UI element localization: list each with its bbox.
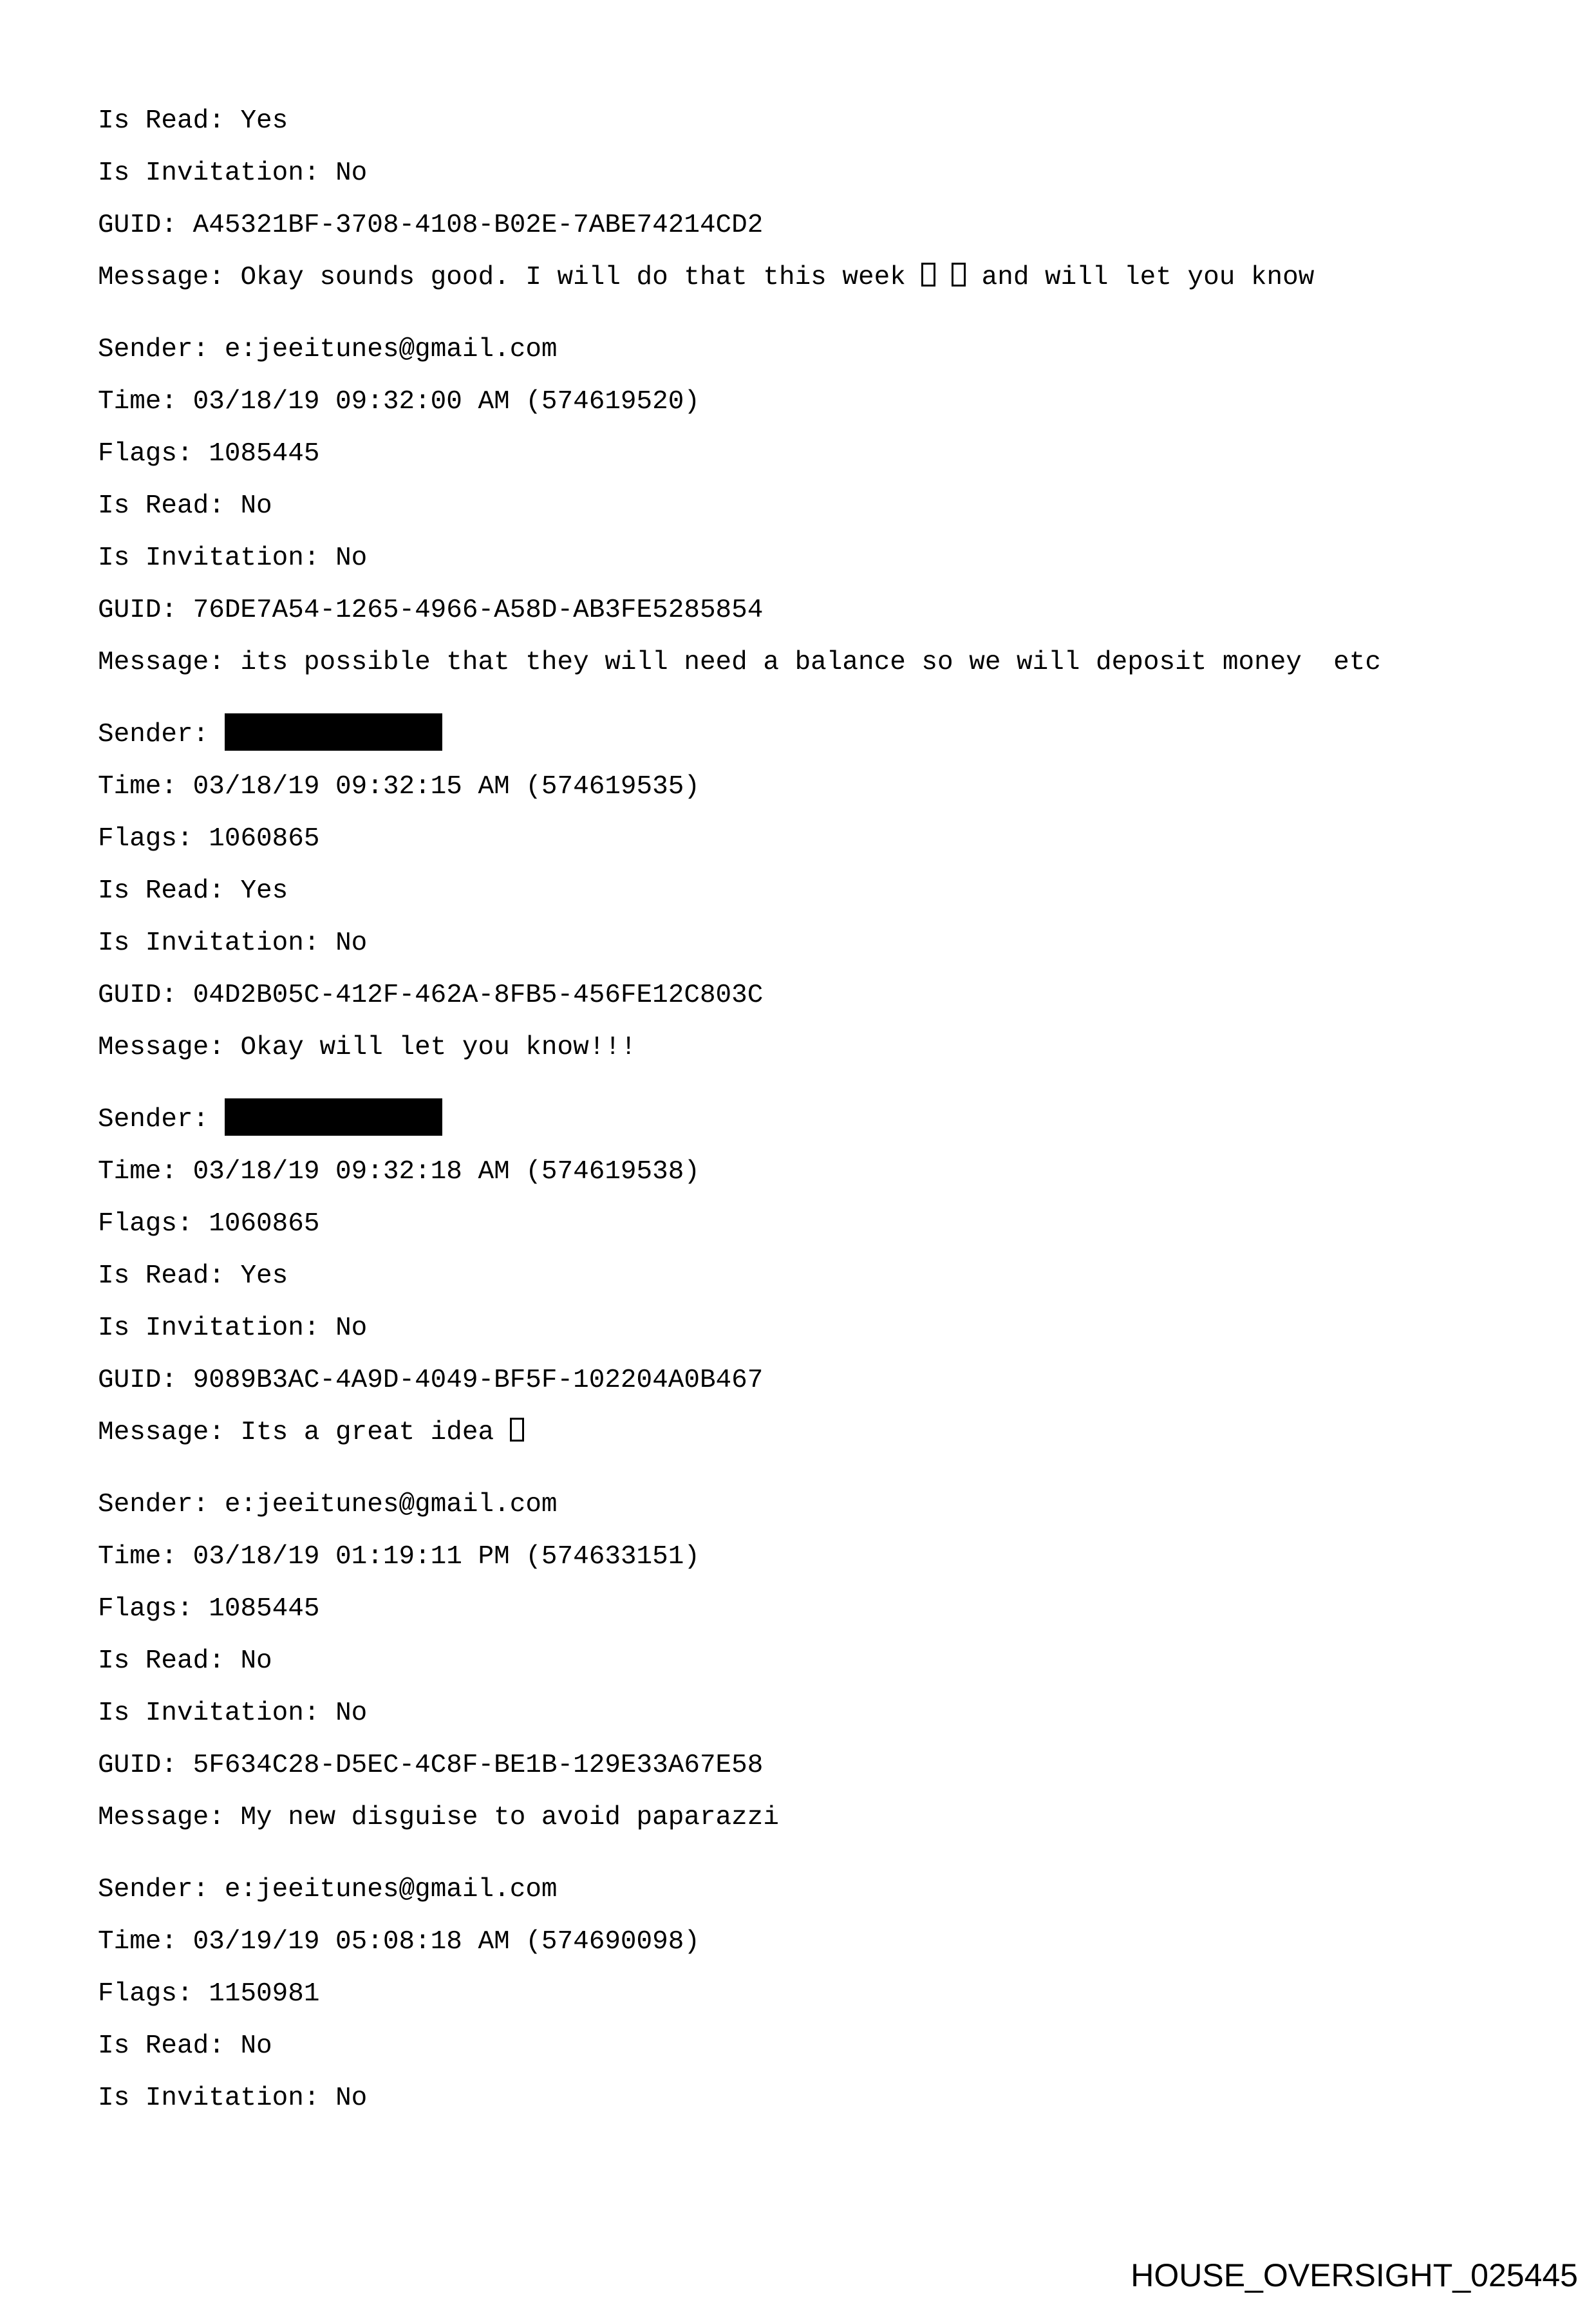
- field-value: e:jeeitunes@gmail.com: [224, 1490, 558, 1519]
- field-label: Time:: [98, 1542, 193, 1572]
- field-label: Is Invitation:: [98, 928, 336, 958]
- field-value: Okay sounds good. I will do that this week and will let you know: [240, 263, 1315, 292]
- guid-line: [98, 1740, 1381, 1792]
- field-value: Yes: [240, 876, 288, 906]
- field-label: Flags:: [98, 1979, 209, 2009]
- field-label: Is Invitation:: [98, 1313, 336, 1343]
- is-invitation-line: [98, 147, 1381, 200]
- field-label: Flags:: [98, 1594, 209, 1624]
- field-label: Message:: [98, 1803, 241, 1832]
- field-value: Yes: [240, 1261, 288, 1291]
- field-label: Time:: [98, 387, 193, 417]
- field-label: GUID:: [98, 1366, 193, 1395]
- field-label: Is Invitation:: [98, 1698, 336, 1728]
- time-line: [98, 376, 1381, 428]
- field-value: 03/18/19 09:32:18 AM (574619538): [192, 1157, 700, 1187]
- message-line: [98, 252, 1381, 304]
- is-invitation-line: [98, 1302, 1381, 1355]
- field-value: No: [335, 928, 368, 958]
- field-label: Message:: [98, 1418, 241, 1447]
- message-record: [98, 95, 1381, 304]
- field-value: its possible that they will need a balance so we will deposit money etc: [240, 648, 1381, 677]
- missing-glyph-box: [952, 263, 966, 287]
- message-record: [98, 709, 1381, 1074]
- field-value: 03/19/19 05:08:18 AM (574690098): [192, 1927, 700, 1957]
- time-line: [98, 1146, 1381, 1198]
- field-label: Is Invitation:: [98, 543, 336, 573]
- field-value: No: [335, 1313, 368, 1343]
- time-line: [98, 1531, 1381, 1583]
- flags-line: [98, 1583, 1381, 1635]
- field-label: Sender:: [98, 1105, 225, 1134]
- field-value: 03/18/19 09:32:15 AM (574619535): [192, 772, 700, 802]
- field-label: Is Read:: [98, 1646, 241, 1676]
- field-value: Yes: [240, 106, 288, 136]
- field-label: GUID:: [98, 1751, 193, 1780]
- field-value: No: [240, 491, 272, 521]
- is-invitation-line: [98, 532, 1381, 585]
- field-value: No: [335, 2083, 368, 2113]
- field-label: Is Invitation:: [98, 158, 336, 188]
- flags-line: [98, 1198, 1381, 1250]
- guid-line: [98, 1355, 1381, 1407]
- field-value: No: [335, 158, 368, 188]
- sender-line: [98, 1094, 1381, 1146]
- time-line: [98, 1916, 1381, 1968]
- field-value: e:jeeitunes@gmail.com: [224, 335, 558, 364]
- field-label: Sender:: [98, 720, 225, 749]
- message-line: [98, 1792, 1381, 1844]
- redaction-box: [225, 713, 442, 751]
- message-line: [98, 1022, 1381, 1074]
- field-value: 03/18/19 09:32:00 AM (574619520): [192, 387, 700, 417]
- message-line: [98, 637, 1381, 689]
- field-label: Is Read:: [98, 106, 241, 136]
- field-value: No: [335, 543, 368, 573]
- field-value: No: [240, 2031, 272, 2061]
- field-label: Time:: [98, 772, 193, 802]
- field-label: GUID:: [98, 981, 193, 1010]
- is-invitation-line: [98, 1687, 1381, 1740]
- flags-line: [98, 1968, 1381, 2020]
- field-label: Is Read:: [98, 491, 241, 521]
- field-label: GUID:: [98, 211, 193, 240]
- field-value: e:jeeitunes@gmail.com: [224, 1875, 558, 1904]
- flags-line: [98, 428, 1381, 480]
- field-label: Is Read:: [98, 876, 241, 906]
- is-invitation-line: [98, 917, 1381, 970]
- missing-glyph-box: [921, 263, 935, 287]
- field-value: 1060865: [209, 1209, 320, 1239]
- field-value: No: [240, 1646, 272, 1676]
- message-record: [98, 1864, 1381, 2125]
- field-label: Flags:: [98, 1209, 209, 1239]
- is-read-line: [98, 865, 1381, 917]
- message-line: [98, 1407, 1381, 1459]
- field-value: 03/18/19 01:19:11 PM (574633151): [192, 1542, 700, 1572]
- sender-line: [98, 1479, 1381, 1531]
- message-record: [98, 324, 1381, 689]
- field-label: Time:: [98, 1157, 193, 1187]
- field-label: Message:: [98, 263, 241, 292]
- field-value: 76DE7A54-1265-4966-A58D-AB3FE5285854: [192, 596, 764, 625]
- message-log: [98, 95, 1381, 2125]
- field-label: GUID:: [98, 596, 193, 625]
- field-label: Is Read:: [98, 2031, 241, 2061]
- field-label: Message:: [98, 1033, 241, 1062]
- flags-line: [98, 813, 1381, 865]
- sender-line: [98, 1864, 1381, 1916]
- field-value: Okay will let you know!!!: [240, 1033, 637, 1062]
- guid-line: [98, 970, 1381, 1022]
- field-label: Flags:: [98, 824, 209, 854]
- message-record: [98, 1479, 1381, 1844]
- time-line: [98, 761, 1381, 813]
- redaction-box: [225, 1098, 442, 1136]
- is-read-line: [98, 1250, 1381, 1302]
- field-label: Flags:: [98, 439, 209, 469]
- sender-line: [98, 324, 1381, 376]
- field-value: Its a great idea: [240, 1418, 523, 1447]
- field-value: 04D2B05C-412F-462A-8FB5-456FE12C803C: [192, 981, 764, 1010]
- field-value: 1060865: [209, 824, 320, 854]
- field-value: My new disguise to avoid paparazzi: [240, 1803, 779, 1832]
- field-value: A45321BF-3708-4108-B02E-7ABE74214CD2: [192, 211, 764, 240]
- guid-line: [98, 585, 1381, 637]
- is-read-line: [98, 95, 1381, 147]
- field-value: 1150981: [209, 1979, 320, 2009]
- field-value: 1085445: [209, 1594, 320, 1624]
- is-read-line: [98, 2020, 1381, 2073]
- message-record: [98, 1094, 1381, 1459]
- field-value: 9089B3AC-4A9D-4049-BF5F-102204A0B467: [192, 1366, 764, 1395]
- field-label: Is Read:: [98, 1261, 241, 1291]
- field-label: Sender:: [98, 335, 225, 364]
- field-label: Message:: [98, 648, 241, 677]
- field-label: Is Invitation:: [98, 2083, 336, 2113]
- field-value: 5F634C28-D5EC-4C8F-BE1B-129E33A67E58: [192, 1751, 764, 1780]
- guid-line: [98, 200, 1381, 252]
- field-value: 1085445: [209, 439, 320, 469]
- bates-number: HOUSE_OVERSIGHT_025445: [1131, 2257, 1578, 2293]
- is-read-line: [98, 1635, 1381, 1687]
- is-read-line: [98, 480, 1381, 532]
- field-value: No: [335, 1698, 368, 1728]
- field-label: Sender:: [98, 1875, 225, 1904]
- is-invitation-line: [98, 2073, 1381, 2125]
- field-label: Sender:: [98, 1490, 225, 1519]
- field-label: Time:: [98, 1927, 193, 1957]
- missing-glyph-box: [510, 1418, 524, 1442]
- sender-line: [98, 709, 1381, 761]
